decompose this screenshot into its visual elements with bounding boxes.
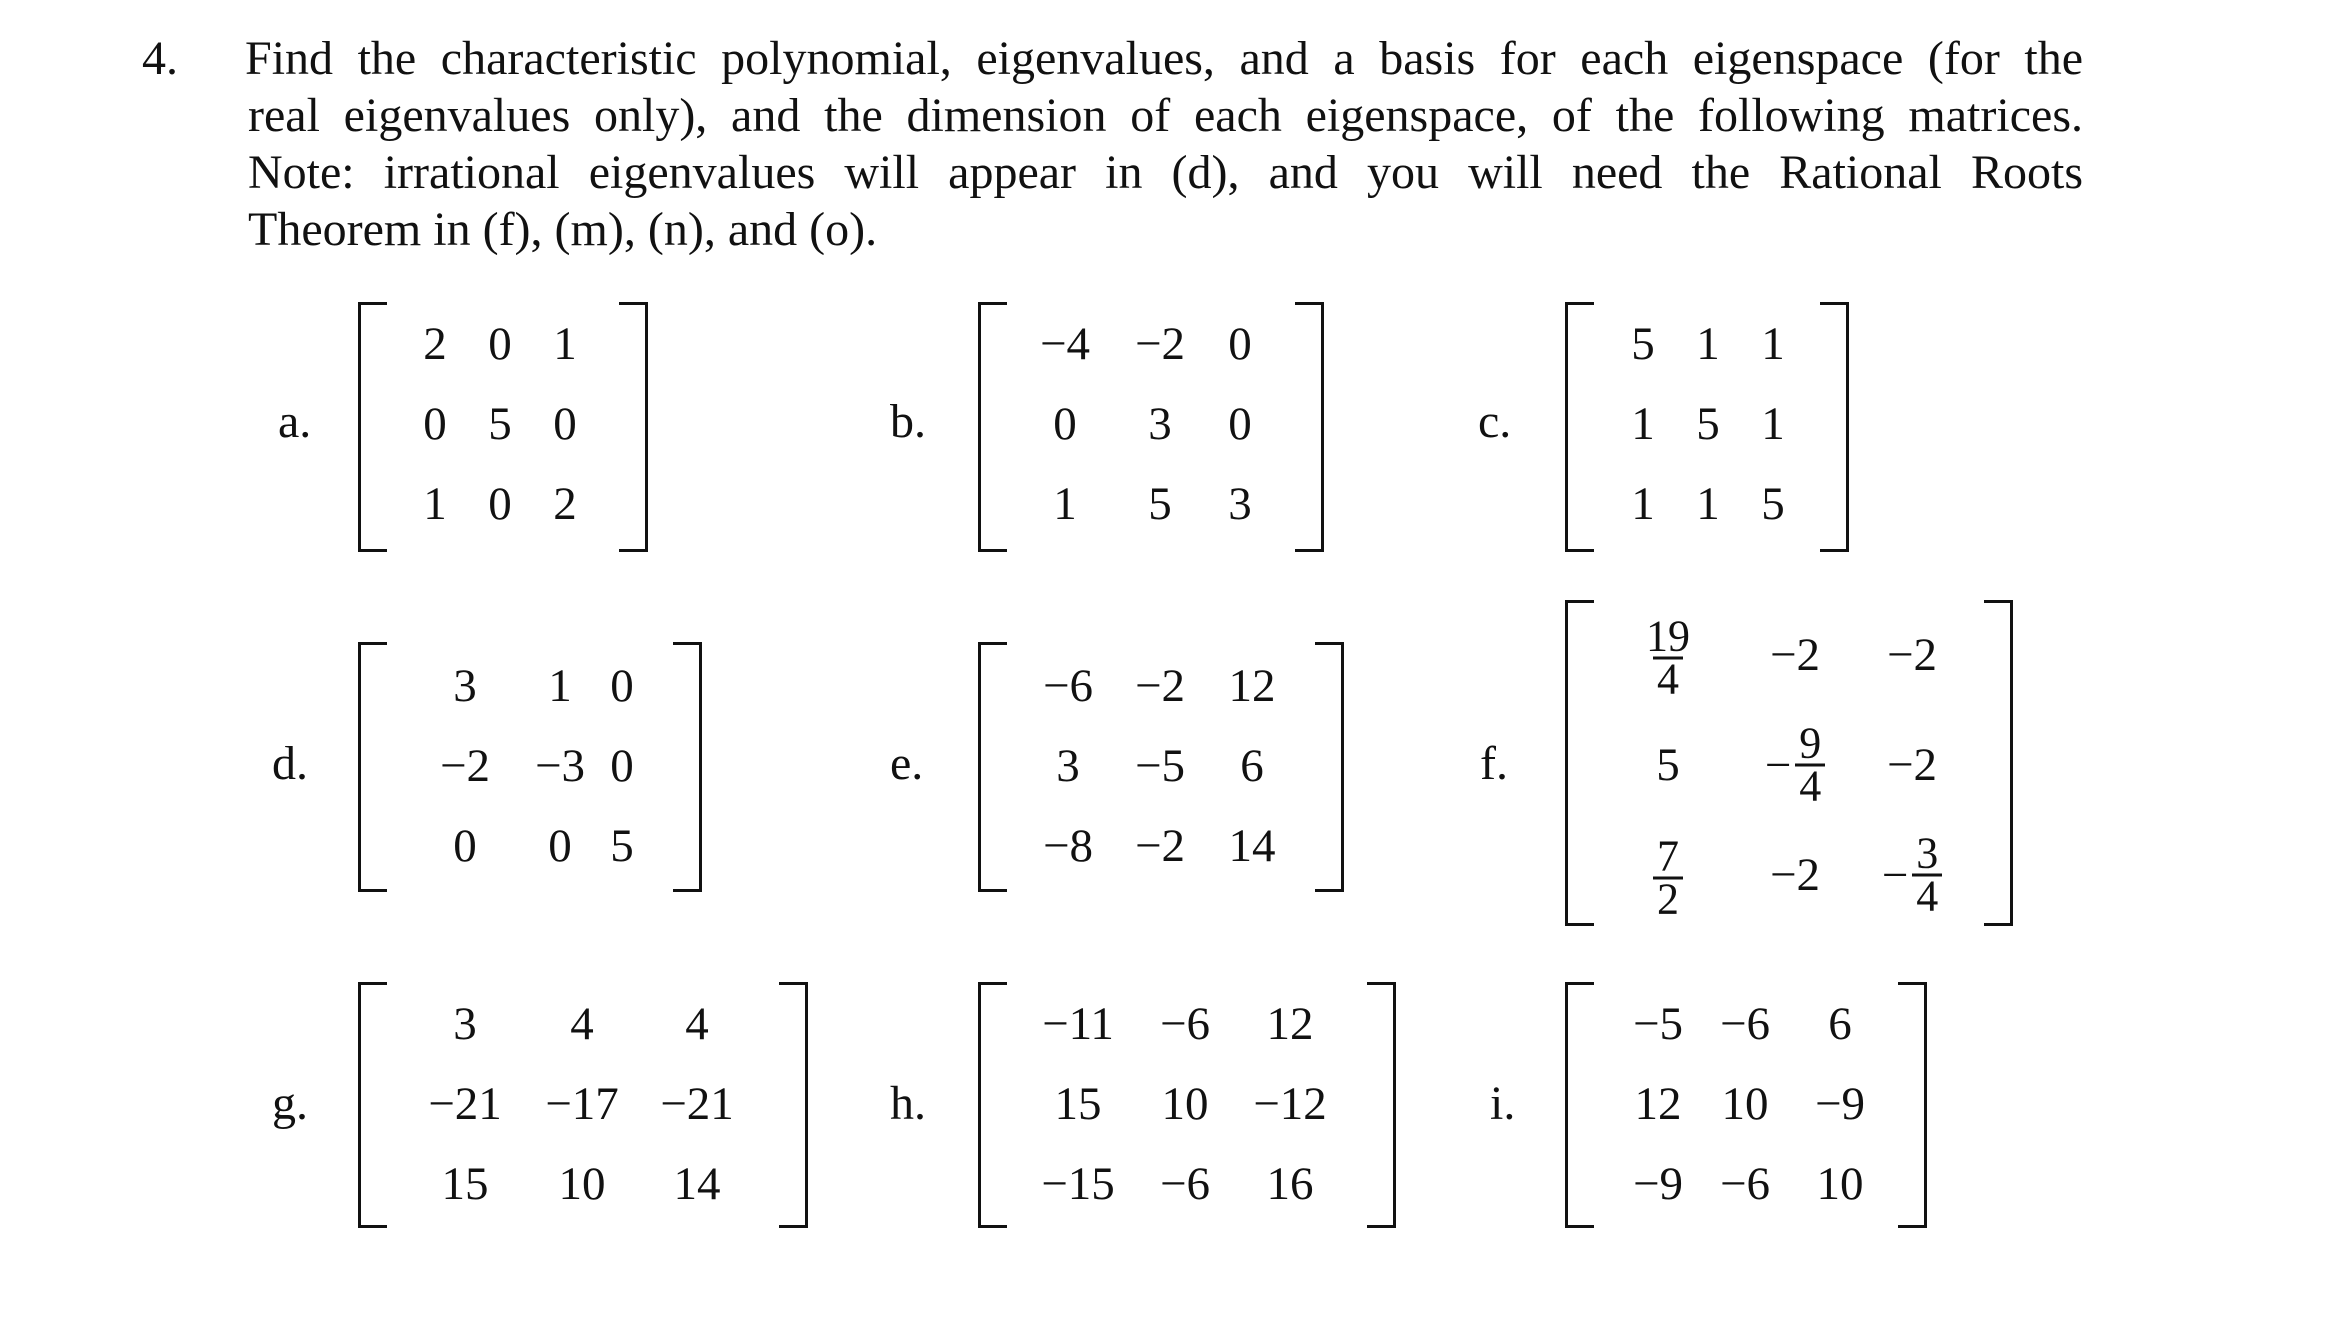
matrix-entry: [1608, 611, 1728, 704]
left-bracket: [1565, 982, 1594, 1228]
matrix-entry: 5: [488, 398, 512, 450]
left-bracket: [358, 982, 387, 1228]
matrix-entry: −12: [1253, 1078, 1327, 1130]
exercise-label-e: e.: [890, 737, 924, 790]
matrix-entry: −6: [1159, 998, 1210, 1050]
matrix-entry: 0: [1053, 398, 1077, 450]
matrix-entry: −6: [1719, 1158, 1770, 1210]
matrix-entry: 2: [423, 318, 447, 370]
matrix-entry: 1: [1631, 398, 1655, 450]
matrix-entry: 3: [453, 998, 477, 1050]
left-bracket: [1565, 600, 1594, 926]
matrix-entry: 10: [1721, 1078, 1769, 1130]
matrix-entry: 4: [570, 998, 594, 1050]
exercise-label-d: d.: [272, 737, 308, 790]
matrix-entry: 1: [548, 660, 572, 712]
matrix-entry: 3: [1148, 398, 1172, 450]
fraction: $\frac{3}{4}$: [1912, 834, 1942, 917]
matrix-entry: 10: [1816, 1158, 1864, 1210]
left-bracket: [978, 302, 1007, 552]
fraction: $\frac{19}{4}$: [1646, 611, 1690, 704]
matrix-entry: 0: [1228, 318, 1252, 370]
matrix-entry: −2: [1886, 739, 1937, 791]
right-bracket: [1898, 982, 1927, 1228]
matrix-entry: −2: [1134, 318, 1185, 370]
left-bracket: [978, 982, 1007, 1228]
matrix-entry: 5: [1696, 398, 1720, 450]
matrix-entry: − $\frac{9}{4}$: [1735, 724, 1855, 807]
matrix-entry: 15: [441, 1158, 489, 1210]
matrix-entry: 1: [553, 318, 577, 370]
matrix-entry: 12: [1266, 998, 1314, 1050]
matrix-entry: 0: [1228, 398, 1252, 450]
matrix-entry: −2: [439, 740, 490, 792]
problem-line: Find the characteristic polynomial, eigenvalues, and a basis for each eigenspace (for the: [245, 32, 2083, 85]
matrix-entry: −8: [1042, 820, 1093, 872]
matrix-entry: 2: [553, 478, 577, 530]
matrix-entry: 5: [610, 820, 634, 872]
matrix-entry: −2: [1886, 629, 1937, 681]
fraction: $\frac{7}{2}$: [1653, 837, 1683, 920]
matrix-entry: − $\frac{3}{4}$: [1852, 834, 1972, 917]
problem-line: Note: irrational eigenvalues will appear in (d), and you will need the Rational Roots: [248, 146, 2083, 199]
right-bracket: [1984, 600, 2013, 926]
left-bracket: [358, 642, 387, 892]
matrix-entry: −21: [660, 1078, 734, 1130]
exercise-label-b: b.: [890, 395, 926, 448]
matrix-entry: 1: [1696, 318, 1720, 370]
matrix-entry: 3: [1056, 740, 1080, 792]
exercise-label-f: f.: [1480, 737, 1508, 790]
matrix-entry: 0: [610, 740, 634, 792]
matrix-entry: 1: [423, 478, 447, 530]
matrix-entry: 0: [423, 398, 447, 450]
problem-line: real eigenvalues only), and the dimension of each eigenspace, of the following matrices.: [248, 89, 2083, 142]
left-bracket: [978, 642, 1007, 892]
matrix-entry: 1: [1761, 318, 1785, 370]
matrix-entry: −2: [1769, 629, 1820, 681]
matrix-entry: −5: [1134, 740, 1185, 792]
problem-line: Theorem in (f), (m), (n), and (o).: [248, 203, 878, 256]
matrix-entry: 3: [453, 660, 477, 712]
matrix-entry: [1608, 831, 1728, 924]
matrix-entry: 1: [1053, 478, 1077, 530]
matrix-entry: 10: [558, 1158, 606, 1210]
matrix-entry: 10: [1161, 1078, 1209, 1130]
matrix-entry: −6: [1159, 1158, 1210, 1210]
matrix-entry: 0: [488, 478, 512, 530]
matrix-entry: −6: [1719, 998, 1770, 1050]
right-bracket: [779, 982, 808, 1228]
exercise-label-g: g.: [272, 1077, 308, 1130]
right-bracket: [1367, 982, 1396, 1228]
matrix-entry: 16: [1266, 1158, 1314, 1210]
matrix-entry: 3: [1228, 478, 1252, 530]
fraction: $\frac{9}{4}$: [1795, 724, 1825, 807]
exercise-label-h: h.: [890, 1077, 926, 1130]
matrix-entry: 1: [1761, 398, 1785, 450]
matrix-entry: 0: [453, 820, 477, 872]
matrix-entry: −2: [1769, 849, 1820, 901]
matrix-entry: −3: [534, 740, 585, 792]
matrix-entry: 5: [1656, 739, 1680, 791]
matrix-entry: 0: [610, 660, 634, 712]
matrix-entry: −2: [1134, 660, 1185, 712]
matrix-entry: −11: [1042, 998, 1114, 1050]
matrix-entry: 6: [1240, 740, 1264, 792]
matrix-entry: 4: [685, 998, 709, 1050]
problem-number: 4.: [142, 32, 178, 85]
matrix-entry: −4: [1039, 318, 1090, 370]
exercise-label-a: a.: [278, 395, 312, 448]
matrix-entry: −15: [1041, 1158, 1115, 1210]
matrix-entry: 12: [1228, 660, 1276, 712]
matrix-entry: 0: [553, 398, 577, 450]
matrix-entry: −2: [1134, 820, 1185, 872]
matrix-entry: 5: [1761, 478, 1785, 530]
matrix-entry: 5: [1148, 478, 1172, 530]
matrix-entry: 6: [1828, 998, 1852, 1050]
matrix-entry: −17: [545, 1078, 619, 1130]
matrix-entry: 14: [673, 1158, 721, 1210]
matrix-entry: −9: [1632, 1158, 1683, 1210]
matrix-entry: 1: [1631, 478, 1655, 530]
matrix-entry: 0: [548, 820, 572, 872]
right-bracket: [1315, 642, 1344, 892]
matrix-entry: −21: [428, 1078, 502, 1130]
matrix-entry: 1: [1696, 478, 1720, 530]
exercise-label-i: i.: [1490, 1077, 1516, 1130]
exercise-label-c: c.: [1478, 395, 1512, 448]
matrix-entry: −9: [1814, 1078, 1865, 1130]
problem-statement: [245, 30, 2083, 258]
matrix-entry: −6: [1042, 660, 1093, 712]
matrix-entry: 0: [488, 318, 512, 370]
matrix-entry: 14: [1228, 820, 1276, 872]
matrix-entry: 5: [1631, 318, 1655, 370]
matrix-entry: 15: [1054, 1078, 1102, 1130]
matrix-entry: 12: [1634, 1078, 1682, 1130]
matrix-entry: −5: [1632, 998, 1683, 1050]
